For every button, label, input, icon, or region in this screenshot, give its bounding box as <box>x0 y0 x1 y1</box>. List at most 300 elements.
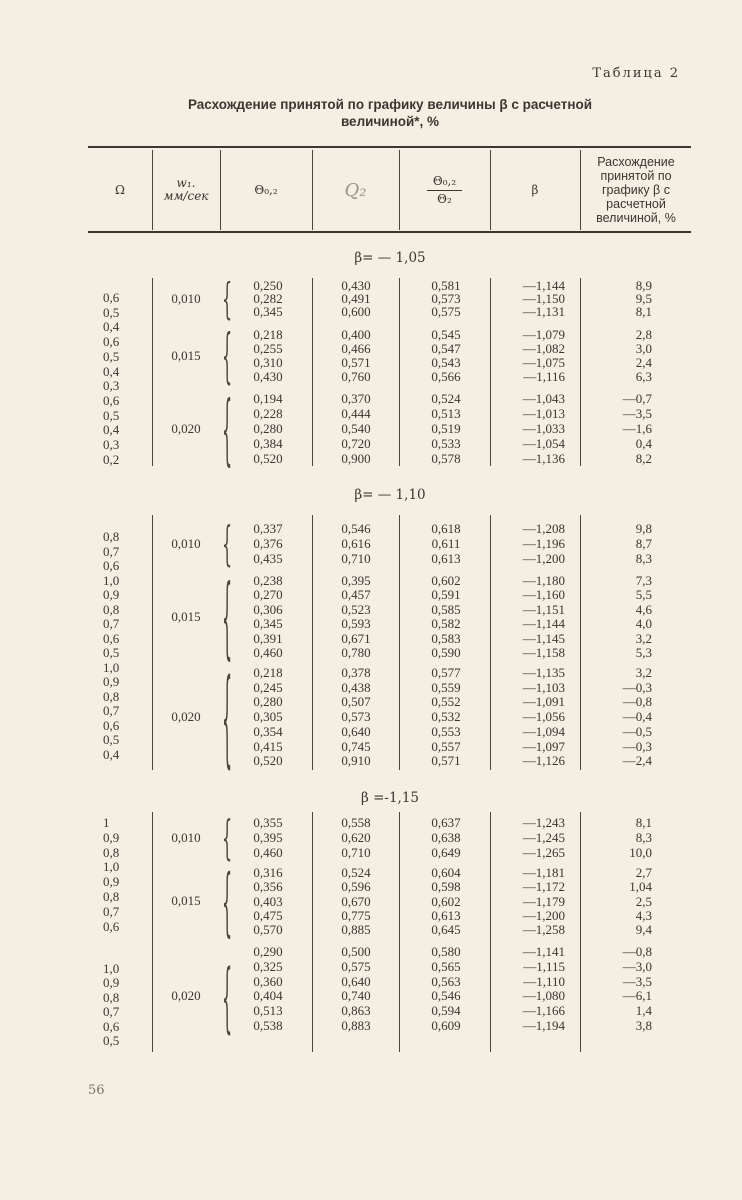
beta-value: —1,151 <box>522 601 565 617</box>
ratio-value: 0,611 <box>431 536 461 551</box>
theta02-value: 0,435 <box>253 551 283 566</box>
q2-value: 0,596 <box>341 879 371 895</box>
omega-value: 0,5 <box>103 1033 120 1048</box>
theta02-value: 0,355 <box>253 815 283 830</box>
table-title-line1: Расхождение принятой по графику величины β с расчетной <box>187 97 593 112</box>
beta-value: —1,075 <box>522 355 565 370</box>
beta-value: —1,115 <box>523 958 565 974</box>
ratio-value: 0,602 <box>431 573 461 588</box>
theta02-value: 0,354 <box>253 723 283 739</box>
column-divider <box>152 515 153 770</box>
beta-value: —1,054 <box>522 436 565 451</box>
header-w1-unit: мм/сек <box>163 189 209 203</box>
theta02-value: 0,460 <box>253 845 283 860</box>
beta-value: —1,158 <box>522 645 565 660</box>
w1-value: 0,020 <box>171 987 201 1003</box>
ratio-value: 0,585 <box>431 601 461 617</box>
w1-value: 0,010 <box>171 290 201 306</box>
beta-value: —1,160 <box>522 587 565 603</box>
discrepancy-value: 3,0 <box>635 341 652 356</box>
omega-value: 0,8 <box>103 989 120 1005</box>
discrepancy-value: 9,4 <box>635 922 652 937</box>
theta02-value: 0,337 <box>253 521 283 536</box>
omega-value: 0,3 <box>103 437 120 452</box>
ratio-value: 0,581 <box>431 278 461 293</box>
discrepancy-value: 8,7 <box>635 536 652 551</box>
beta-value: —1,082 <box>522 341 565 356</box>
beta-value: —1,144 <box>522 278 565 293</box>
omega-value: 0,6 <box>103 392 120 408</box>
discrepancy-value: 4,3 <box>635 907 652 923</box>
q2-value: 0,670 <box>341 893 371 909</box>
discrepancy-value: 9,5 <box>635 291 652 306</box>
discrepancy-value: 10,0 <box>629 845 652 860</box>
ratio-value: 0,513 <box>431 406 461 421</box>
discrepancy-value: 5,5 <box>635 587 652 603</box>
beta-value: —1,258 <box>522 922 565 937</box>
q2-value: 0,466 <box>341 341 371 356</box>
q2-value: 0,616 <box>341 536 371 551</box>
q2-value: 0,523 <box>341 601 371 617</box>
q2-value: 0,745 <box>341 738 371 754</box>
q2-value: 0,444 <box>341 406 371 421</box>
header-ratio <box>399 148 490 232</box>
beta-value: —1,196 <box>522 536 565 551</box>
omega-value: 0,7 <box>103 616 120 631</box>
beta-value: —1,144 <box>522 616 565 632</box>
beta-value: —1,126 <box>522 753 565 769</box>
q2-value: 0,775 <box>341 907 371 923</box>
omega-value: 0,8 <box>103 601 120 617</box>
q2-value: 0,760 <box>341 369 371 384</box>
beta-value: —1,179 <box>522 893 565 909</box>
ratio-value: 0,602 <box>431 893 461 909</box>
theta02-value: 0,360 <box>253 973 283 989</box>
q2-value: 0,500 <box>341 944 371 959</box>
beta-value: —1,208 <box>522 521 565 536</box>
brace-icon: { <box>222 809 233 866</box>
column-divider <box>490 515 491 770</box>
omega-value: 0,8 <box>103 844 120 860</box>
omega-value: 0,4 <box>103 746 120 762</box>
q2-value: 0,370 <box>341 391 371 406</box>
column-divider <box>312 812 313 1052</box>
omega-value: 1,0 <box>103 572 120 588</box>
theta02-value: 0,376 <box>253 536 283 551</box>
q2-value: 0,540 <box>341 421 371 436</box>
ratio-value: 0,532 <box>431 709 461 725</box>
brace-icon: { <box>222 515 233 572</box>
theta02-value: 0,345 <box>253 304 283 319</box>
q2-value: 0,400 <box>341 327 371 342</box>
beta-value: —1,172 <box>522 879 565 895</box>
column-divider <box>580 150 581 230</box>
beta-value: —1,097 <box>522 738 565 754</box>
omega-value: 0,9 <box>103 674 120 689</box>
q2-value: 0,900 <box>341 451 371 466</box>
q2-value: 0,438 <box>341 679 371 695</box>
ratio-value: 0,591 <box>431 587 461 603</box>
q2-value: 0,640 <box>341 973 371 989</box>
beta-value: —1,013 <box>522 406 565 421</box>
ratio-value: 0,645 <box>431 922 461 937</box>
q2-value: 0,740 <box>341 988 371 1004</box>
discrepancy-value: —3,0 <box>622 958 652 974</box>
omega-value: 0,6 <box>103 717 120 733</box>
table-label: Таблица 2 <box>592 66 680 81</box>
theta02-value: 0,395 <box>253 830 283 845</box>
omega-value: 0,6 <box>103 334 120 350</box>
omega-value: 0,7 <box>103 703 120 718</box>
column-divider <box>490 150 491 230</box>
column-divider <box>312 150 313 230</box>
theta02-value: 0,415 <box>253 738 283 754</box>
theta02-value: 0,520 <box>253 451 283 466</box>
ratio-value: 0,638 <box>431 830 461 845</box>
beta-value: —1,243 <box>522 815 565 830</box>
header-w1-symbol: w₁. <box>176 176 196 190</box>
beta-value: —1,094 <box>522 723 565 739</box>
omega-value: 0,6 <box>103 1018 120 1034</box>
theta02-value: 0,316 <box>253 865 283 880</box>
theta02-value: 0,280 <box>253 421 283 436</box>
q2-value: 0,457 <box>341 587 371 603</box>
discrepancy-value: 0,4 <box>635 436 652 451</box>
theta02-value: 0,538 <box>253 1018 283 1033</box>
column-divider <box>580 278 581 466</box>
column-divider <box>220 150 221 230</box>
beta-value: —1,245 <box>522 830 565 845</box>
discrepancy-value: —1,6 <box>622 421 652 436</box>
omega-value: 0,8 <box>103 889 120 904</box>
brace-icon: { <box>222 653 233 780</box>
ratio-value: 0,613 <box>431 907 461 923</box>
w1-value: 0,020 <box>171 708 201 724</box>
discrepancy-value: 8,2 <box>635 451 652 466</box>
q2-value: 0,885 <box>341 922 371 937</box>
discrepancy-value: 3,2 <box>635 665 652 680</box>
ratio-value: 0,637 <box>431 815 461 830</box>
beta-value: —1,056 <box>522 709 565 725</box>
table-title-line2: величиной*, % <box>340 114 440 129</box>
section-header: β= — 1,05 <box>354 250 426 266</box>
q2-value: 0,491 <box>341 291 371 306</box>
ratio-value: 0,533 <box>431 436 461 451</box>
column-divider <box>399 812 400 1052</box>
beta-value: —1,180 <box>522 573 565 588</box>
omega-value: 1,0 <box>103 659 120 675</box>
header-discrepancy: Расхождение принятой по графику β с расчетной величиной, % <box>596 155 676 225</box>
beta-value: —1,136 <box>522 451 565 466</box>
discrepancy-value: —3,5 <box>622 406 652 421</box>
theta02-value: 0,306 <box>253 601 283 617</box>
theta02-value: 0,305 <box>253 709 283 725</box>
ratio-value: 0,565 <box>431 958 461 974</box>
theta02-value: 0,218 <box>253 665 283 680</box>
omega-value: 0,6 <box>103 630 120 646</box>
omega-value: 0,5 <box>103 407 120 423</box>
beta-value: —1,181 <box>522 865 565 880</box>
theta02-value: 0,280 <box>253 694 283 710</box>
q2-value: 0,863 <box>341 1003 371 1019</box>
q2-value: 0,524 <box>341 865 371 880</box>
theta02-value: 0,228 <box>253 406 283 421</box>
discrepancy-value: —0,3 <box>622 738 652 754</box>
omega-value: 0,2 <box>103 451 120 467</box>
ratio-value: 0,577 <box>431 665 461 680</box>
theta02-value: 0,475 <box>253 907 283 923</box>
omega-value: 0,6 <box>103 918 120 934</box>
q2-value: 0,780 <box>341 645 371 660</box>
theta02-value: 0,520 <box>253 753 283 769</box>
column-divider <box>490 278 491 466</box>
beta-value: —1,116 <box>523 369 565 384</box>
theta02-value: 0,403 <box>253 893 283 909</box>
beta-value: —1,135 <box>522 665 565 680</box>
ratio-value: 0,575 <box>431 304 461 319</box>
beta-value: —1,145 <box>522 630 565 646</box>
discrepancy-value: 8,3 <box>635 551 652 566</box>
brace-icon: { <box>222 272 233 325</box>
q2-value: 0,671 <box>341 630 371 646</box>
w1-value: 0,010 <box>171 535 201 551</box>
header-theta02: Θ₀,₂ <box>254 182 278 197</box>
theta02-value: 0,238 <box>253 573 283 588</box>
w1-value: 0,010 <box>171 829 201 845</box>
theta02-value: 0,391 <box>253 630 283 646</box>
discrepancy-value: 3,2 <box>635 630 652 646</box>
beta-value: —1,091 <box>522 694 565 710</box>
w1-value: 0,020 <box>171 420 201 436</box>
discrepancy-value: 1,4 <box>635 1003 652 1019</box>
theta02-value: 0,356 <box>253 879 283 895</box>
discrepancy-value: 4,0 <box>635 616 652 632</box>
theta02-value: 0,310 <box>253 355 283 370</box>
ratio-value: 0,545 <box>431 327 461 342</box>
theta02-value: 0,513 <box>253 1003 283 1019</box>
q2-value: 0,883 <box>341 1018 371 1033</box>
discrepancy-value: 8,3 <box>635 830 652 845</box>
section-header: β =-1,15 <box>360 790 420 806</box>
theta02-value: 0,245 <box>253 679 283 695</box>
omega-value: 0,9 <box>103 587 120 602</box>
theta02-value: 0,570 <box>253 922 283 937</box>
q2-value: 0,507 <box>341 694 371 710</box>
omega-value: 0,5 <box>103 645 120 660</box>
beta-value: —1,200 <box>522 907 565 923</box>
header-omega: Ω <box>115 182 125 197</box>
column-divider <box>152 812 153 1052</box>
omega-value: 0,7 <box>103 543 120 559</box>
ratio-value: 0,543 <box>431 355 461 370</box>
column-divider <box>312 515 313 770</box>
ratio-value: 0,519 <box>431 421 461 436</box>
omega-value: 0,8 <box>103 688 120 704</box>
beta-value: —1,265 <box>522 845 565 860</box>
ratio-value: 0,553 <box>431 723 461 739</box>
q2-value: 0,640 <box>341 723 371 739</box>
theta02-value: 0,250 <box>253 278 283 293</box>
omega-value: 0,9 <box>103 975 120 991</box>
q2-value: 0,558 <box>341 815 371 830</box>
brace-icon: { <box>222 382 233 475</box>
beta-value: —1,141 <box>522 944 565 959</box>
discrepancy-value: 5,3 <box>635 645 652 660</box>
column-divider <box>312 278 313 466</box>
ratio-value: 0,573 <box>431 291 461 306</box>
omega-value: 0,9 <box>103 829 120 845</box>
ratio-value: 0,598 <box>431 879 461 895</box>
ratio-value: 0,557 <box>431 738 461 754</box>
discrepancy-value: —0,8 <box>622 694 652 710</box>
q2-value: 0,395 <box>341 573 371 588</box>
discrepancy-value: —0,5 <box>622 723 652 739</box>
header-beta: β <box>531 182 539 197</box>
beta-value: —1,033 <box>522 421 565 436</box>
omega-value: 0,4 <box>103 319 120 335</box>
theta02-value: 0,282 <box>253 291 283 306</box>
omega-value: 1,0 <box>103 859 120 875</box>
omega-value: 0,7 <box>103 1004 120 1020</box>
header-q2: Q₂ <box>344 179 367 201</box>
omega-value: 0,3 <box>103 378 120 394</box>
discrepancy-value: 2,7 <box>635 865 652 880</box>
ratio-value: 0,582 <box>431 616 461 632</box>
beta-value: —1,080 <box>522 988 565 1004</box>
q2-value: 0,430 <box>341 278 371 293</box>
ratio-value: 0,547 <box>431 341 461 356</box>
discrepancy-value: 8,1 <box>635 815 652 830</box>
ratio-value: 0,563 <box>431 973 461 989</box>
column-divider <box>399 150 400 230</box>
discrepancy-value: —0,4 <box>622 709 652 725</box>
column-divider <box>399 278 400 466</box>
theta02-value: 0,345 <box>253 616 283 632</box>
q2-value: 0,571 <box>341 355 371 370</box>
q2-value: 0,593 <box>341 616 371 632</box>
q2-value: 0,910 <box>341 753 371 769</box>
beta-value: —1,200 <box>522 551 565 566</box>
beta-value: —1,166 <box>522 1003 565 1019</box>
omega-value: 0,6 <box>103 290 120 305</box>
ratio-value: 0,649 <box>431 845 461 860</box>
omega-value: 1,0 <box>103 961 120 976</box>
header-ratio-numerator: Θ₀,₂ <box>427 175 462 191</box>
ratio-value: 0,590 <box>431 645 461 660</box>
ratio-value: 0,559 <box>431 679 461 695</box>
theta02-value: 0,325 <box>253 958 283 974</box>
q2-value: 0,720 <box>341 436 371 451</box>
discrepancy-value: —2,4 <box>622 753 652 769</box>
discrepancy-value: —0,3 <box>622 679 652 695</box>
column-divider <box>152 150 153 230</box>
theta02-value: 0,255 <box>253 341 283 356</box>
discrepancy-value: —3,5 <box>622 973 652 989</box>
column-divider <box>580 515 581 770</box>
ratio-value: 0,546 <box>431 988 461 1004</box>
discrepancy-value: —6,1 <box>622 988 652 1004</box>
ratio-value: 0,594 <box>431 1003 461 1019</box>
omega-value: 0,4 <box>103 363 120 379</box>
brace-icon: { <box>222 856 233 946</box>
discrepancy-value: 2,8 <box>635 327 652 342</box>
theta02-value: 0,430 <box>253 369 283 384</box>
discrepancy-value: 8,1 <box>635 304 652 319</box>
ratio-value: 0,613 <box>431 551 461 566</box>
discrepancy-value: 8,9 <box>635 278 652 293</box>
brace-icon: { <box>222 950 233 1042</box>
omega-value: 0,9 <box>103 874 120 890</box>
header-ratio-denominator: Θ₂ <box>437 191 452 206</box>
ratio-value: 0,524 <box>431 391 461 406</box>
section-header: β= — 1,10 <box>354 487 426 503</box>
ratio-value: 0,578 <box>431 451 461 466</box>
discrepancy-value: 1,04 <box>629 879 652 895</box>
ratio-value: 0,580 <box>431 944 461 959</box>
omega-value: 0,5 <box>103 348 120 364</box>
brace-icon: { <box>222 320 233 391</box>
beta-value: —1,150 <box>522 291 565 306</box>
beta-value: —1,103 <box>522 679 565 695</box>
omega-value: 0,5 <box>103 304 120 320</box>
column-divider <box>580 812 581 1052</box>
beta-value: —1,110 <box>523 973 565 989</box>
theta02-value: 0,460 <box>253 645 283 660</box>
column-divider <box>399 515 400 770</box>
omega-value: 0,7 <box>103 903 120 919</box>
ratio-value: 0,566 <box>431 369 461 384</box>
theta02-value: 0,270 <box>253 587 283 603</box>
theta02-value: 0,404 <box>253 988 283 1004</box>
q2-value: 0,600 <box>341 304 371 319</box>
column-divider <box>490 812 491 1052</box>
omega-value: 0,8 <box>103 529 120 544</box>
brace-icon: { <box>222 563 233 670</box>
discrepancy-value: 3,8 <box>635 1018 652 1033</box>
discrepancy-value: 9,8 <box>635 521 652 536</box>
q2-value: 0,573 <box>341 709 371 725</box>
q2-value: 0,575 <box>341 958 371 974</box>
header-w1 <box>152 148 220 232</box>
beta-value: —1,079 <box>522 327 565 342</box>
beta-value: —1,043 <box>522 391 565 406</box>
omega-value: 0,6 <box>103 558 120 573</box>
theta02-value: 0,194 <box>253 391 283 406</box>
q2-value: 0,620 <box>341 830 371 845</box>
ratio-value: 0,552 <box>431 694 461 710</box>
ratio-value: 0,618 <box>431 521 461 536</box>
discrepancy-value: —0,8 <box>622 944 652 959</box>
ratio-value: 0,571 <box>431 753 461 769</box>
ratio-value: 0,609 <box>431 1018 461 1033</box>
theta02-value: 0,290 <box>253 944 283 959</box>
w1-value: 0,015 <box>171 893 201 908</box>
theta02-value: 0,384 <box>253 436 283 451</box>
beta-value: —1,194 <box>522 1018 565 1033</box>
column-divider <box>152 278 153 466</box>
w1-value: 0,015 <box>171 347 201 363</box>
omega-value: 1 <box>103 815 110 830</box>
omega-value: 0,5 <box>103 732 120 747</box>
beta-value: —1,131 <box>522 304 565 319</box>
discrepancy-value: 2,4 <box>635 355 652 370</box>
q2-value: 0,710 <box>341 845 371 860</box>
discrepancy-value: 7,3 <box>635 573 652 588</box>
q2-value: 0,710 <box>341 551 371 566</box>
discrepancy-value: —0,7 <box>622 391 652 406</box>
omega-value: 0,4 <box>103 422 120 438</box>
w1-value: 0,015 <box>171 608 201 624</box>
